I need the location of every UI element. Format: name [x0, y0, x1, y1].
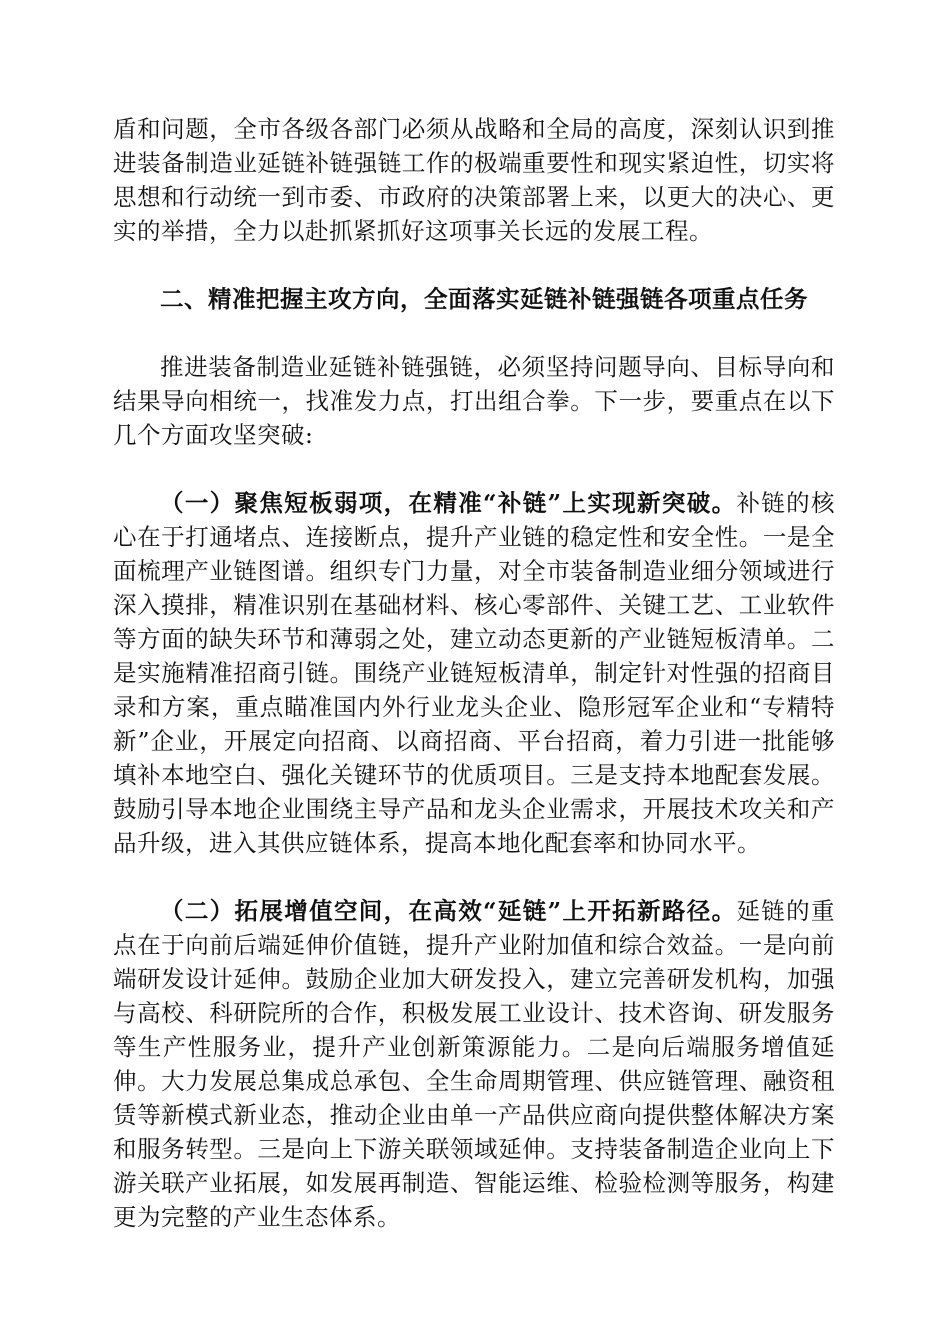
paragraph-gap — [113, 452, 835, 486]
subsection-1-body: 补链的核心在于打通堵点、连接断点，提升产业链的稳定性和安全性。一是全面梳理产业链图谱。组织专门力量，对全市装备制造业细分领域进行深入摸排，精准识别在基础材料、核心零部件、关键工艺、工业软件等方面的缺失环节和薄弱之处，建立动态更新的产业链短板清单。二是实施精准招商引链。围绕产业链短板清单，制定针对性强的招商目录和方案，重点瞄准国内外行业龙头企业、隐形冠军企业和“专精特新”企业，开展定向招商、以商招商、平台招商，着力引进一批能够填补本地空白、强化关键环节的优质项目。三是支持本地配套发展。鼓励引导本地企业围绕主导产品和龙头企业需求，开展技术攻关和产品升级，进入其供应链体系，提高本地化配套率和协同水平。 — [113, 489, 835, 857]
paragraph-gap — [113, 860, 835, 894]
subsection-2-body: 延链的重点在于向前后端延伸价值链，提升产业附加值和综合效益。一是向前端研发设计延伸。鼓励企业加大研发投入，建立完善研发机构，加强与高校、科研院所的合作，积极发展工业设计、技术咨询、研发服务等生产性服务业，提升产业创新策源能力。二是向后端服务增值延伸。大力发展总集成总承包、全生命周期管理、供应链管理、融资租赁等新模式新业态，推动企业由单一产品供应商向提供整体解决方案和服务转型。三是向上下游关联领域延伸。支持装备制造企业向上下游关联产业拓展，如发展再制造、智能运维、检验检测等服务，构建更为完整的产业生态体系。 — [113, 897, 835, 1231]
paragraph-subsection-2 — [113, 894, 835, 1234]
paragraph-intro-continued: 盾和问题，全市各级各部门必须从战略和全局的高度，深刻认识到推进装备制造业延链补链强链工作的极端重要性和现实紧迫性，切实将思想和行动统一到市委、市政府的决策部署上来，以更大的决心、更实的举措，全力以赴抓紧抓好这项事关长远的发展工程。 — [113, 115, 835, 245]
paragraph-gap — [113, 248, 835, 282]
subsection-2-lead: （二）拓展增值空间，在高效“延链”上开拓新路径。 — [160, 897, 737, 925]
paragraph-gap — [113, 316, 835, 350]
paragraph-section-intro: 推进装备制造业延链补链强链，必须坚持问题导向、目标导向和结果导向相统一，找准发力点，打出组合拳。下一步，要重点在以下几个方面攻坚突破: — [113, 353, 835, 449]
section-heading-2: 二、精准把握主攻方向，全面落实延链补链强链各项重点任务 — [160, 285, 808, 313]
document-page — [113, 112, 835, 1234]
paragraph-subsection-1 — [113, 486, 835, 860]
subsection-1-lead: （一）聚焦短板弱项，在精准“补链”上实现新突破。 — [160, 489, 737, 517]
